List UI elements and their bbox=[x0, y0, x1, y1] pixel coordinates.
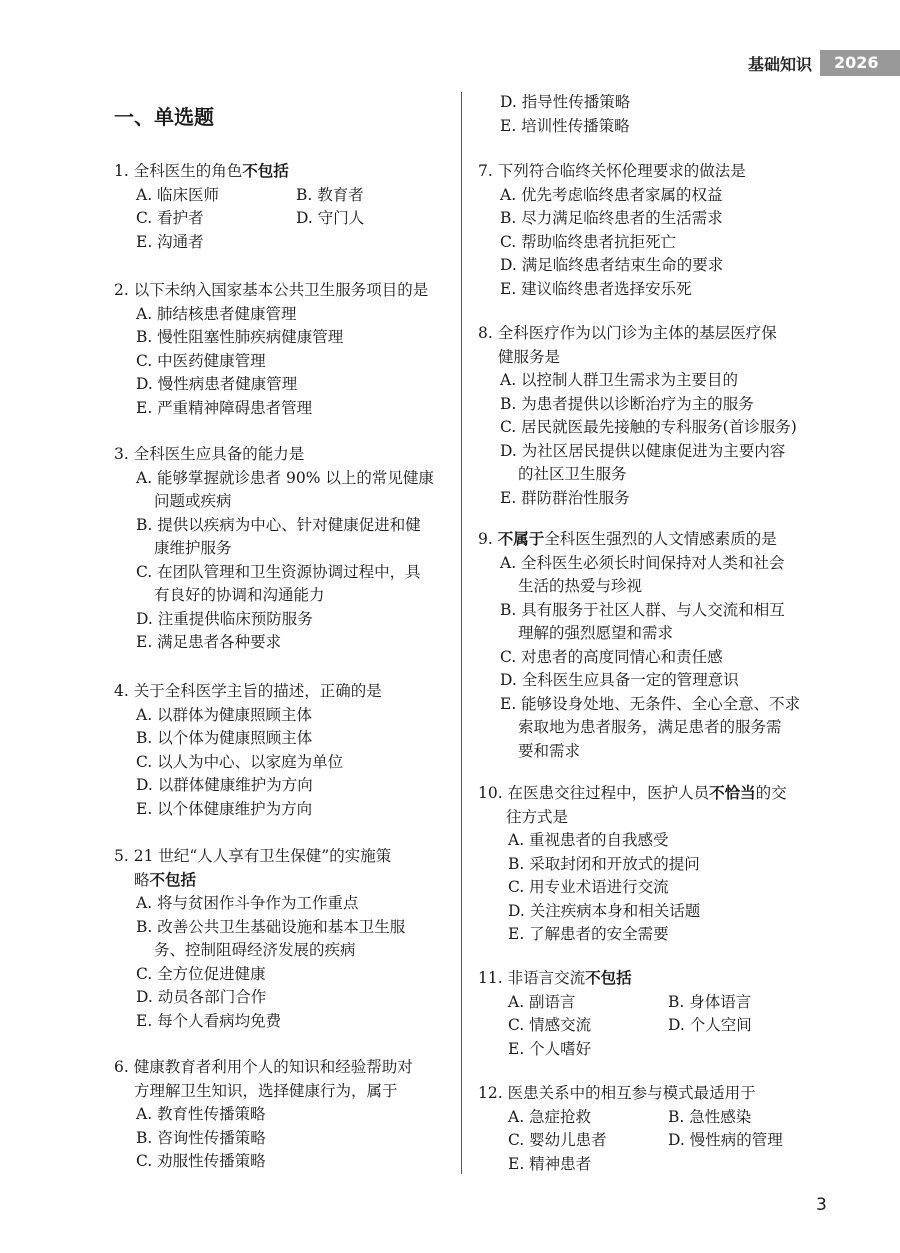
question-text: 全科医疗作为以门诊为主体的基层医疗保 bbox=[497, 324, 777, 342]
option-e[interactable]: E. 培训性传播策略 bbox=[500, 116, 630, 135]
question-12 bbox=[478, 1082, 818, 1176]
question-stem bbox=[114, 1056, 449, 1080]
question-number: 11. bbox=[478, 969, 503, 987]
option-d[interactable]: D. 关注疾病本身和相关话题 bbox=[508, 901, 701, 920]
option-b[interactable]: B. 尽力满足临终患者的生活需求 bbox=[500, 209, 723, 227]
header-year-badge: 2026 bbox=[820, 50, 900, 76]
option-b-line-1: B. 提供以疾病为中心、针对健康促进和健 bbox=[136, 515, 421, 534]
question-text: 以下未纳入国家基本公共卫生服务项目的是 bbox=[133, 281, 429, 299]
question-number: 10. bbox=[478, 784, 503, 802]
option-a[interactable]: A. 教育性传播策略 bbox=[136, 1105, 266, 1123]
question-text: 下列符合临终关怀伦理要求的做法是 bbox=[497, 162, 746, 180]
option-d[interactable]: D. 全科医生应具备一定的管理意识 bbox=[500, 671, 739, 689]
option-b[interactable]: B. 慢性阻塞性肺疾病健康管理 bbox=[136, 328, 344, 346]
option-c-line-1: C. 在团队管理和卫生资源协调过程中，具 bbox=[136, 562, 421, 581]
option-c[interactable]: C. 劝服性传播策略 bbox=[136, 1152, 266, 1170]
option-a[interactable]: A. 以控制人群卫生需求为主要目的 bbox=[500, 371, 739, 389]
option-d[interactable]: D. 慢性病的管理 bbox=[668, 1131, 783, 1149]
option-d[interactable]: D. 个人空间 bbox=[668, 1016, 752, 1034]
option-a[interactable]: A. 将与贫困作斗争作为工作重点 bbox=[136, 894, 359, 912]
option-c[interactable]: C. 用专业术语进行交流 bbox=[508, 878, 669, 896]
option-c[interactable]: C. 居民就医最先接触的专科服务(首诊服务) bbox=[500, 418, 797, 436]
option-b[interactable] bbox=[114, 916, 449, 963]
option-d-line-1: D. 为社区居民提供以健康促进为主要内容 bbox=[500, 441, 786, 460]
option-e[interactable] bbox=[478, 693, 818, 764]
question-text-tail: 的交 bbox=[755, 784, 787, 802]
option-c[interactable]: C. 看护者 bbox=[136, 209, 204, 227]
option-b-line-1: B. 改善公共卫生基础设施和基本卫生服 bbox=[136, 917, 406, 936]
question-text: 全科医生强烈的人文情感素质的是 bbox=[544, 530, 777, 548]
option-b[interactable] bbox=[114, 514, 449, 561]
question-6 bbox=[114, 1056, 449, 1174]
option-b[interactable] bbox=[478, 599, 818, 646]
option-b-line-2: 务、控制阻碍经济发展的疾病 bbox=[154, 941, 356, 959]
question-number: 3. bbox=[114, 445, 129, 463]
option-d[interactable] bbox=[478, 440, 818, 487]
option-c[interactable] bbox=[114, 561, 449, 608]
question-number: 1. bbox=[114, 162, 129, 180]
question-stem-continued bbox=[114, 869, 449, 893]
option-e[interactable]: E. 严重精神障碍患者管理 bbox=[136, 398, 313, 417]
option-a-line-1: A. 全科医生必须长时间保持对人类和社会 bbox=[500, 553, 785, 572]
option-d[interactable]: D. 以群体健康维护为方向 bbox=[136, 776, 313, 794]
question-number: 7. bbox=[478, 162, 493, 180]
question-emphasis: 不包括 bbox=[242, 162, 289, 180]
option-b[interactable]: B. 咨询性传播策略 bbox=[136, 1128, 266, 1147]
question-stem bbox=[478, 782, 818, 806]
question-stem bbox=[114, 160, 449, 184]
option-a[interactable]: A. 临床医师 bbox=[136, 185, 220, 204]
option-c[interactable]: C. 帮助临终患者抗拒死亡 bbox=[500, 232, 677, 251]
question-text-cont: 略 bbox=[134, 870, 150, 889]
option-b[interactable]: B. 教育者 bbox=[296, 185, 364, 204]
question-text: 关于全科医学主旨的描述，正确的是 bbox=[133, 682, 382, 700]
question-number: 2. bbox=[114, 281, 129, 299]
question-text: 健康教育者利用个人的知识和经验帮助对 bbox=[133, 1058, 413, 1076]
question-stem bbox=[478, 1082, 818, 1106]
question-6-continued bbox=[478, 91, 818, 138]
option-a[interactable]: A. 以群体为健康照顾主体 bbox=[136, 705, 313, 724]
question-number: 9. bbox=[478, 530, 493, 548]
question-text: 医患关系中的相互参与模式最适用于 bbox=[507, 1084, 756, 1102]
question-number: 6. bbox=[114, 1058, 129, 1076]
option-e[interactable]: E. 精神患者 bbox=[508, 1154, 592, 1173]
option-d[interactable]: D. 注重提供临床预防服务 bbox=[136, 609, 313, 628]
option-d[interactable]: D. 守门人 bbox=[296, 209, 365, 227]
question-stem bbox=[114, 279, 449, 303]
question-stem bbox=[478, 322, 818, 346]
question-number: 5. bbox=[114, 847, 129, 865]
question-stem bbox=[114, 845, 449, 869]
page-number: 3 bbox=[816, 1195, 827, 1215]
question-text: 全科医生的角色 bbox=[133, 162, 243, 180]
question-text: 非语言交流 bbox=[507, 969, 586, 987]
option-d[interactable]: D. 指导性传播策略 bbox=[500, 93, 631, 111]
option-e[interactable]: E. 每个人看病均免费 bbox=[136, 1011, 282, 1030]
question-stem bbox=[114, 680, 449, 704]
option-a[interactable]: A. 优先考虑临终患者家属的权益 bbox=[500, 185, 723, 204]
option-a[interactable]: A. 急症抢救 bbox=[508, 1107, 592, 1126]
question-stem bbox=[114, 443, 449, 467]
option-d[interactable]: D. 动员各部门合作 bbox=[136, 988, 267, 1006]
option-a[interactable]: A. 副语言 bbox=[508, 992, 576, 1011]
option-d-line-2: 的社区卫生服务 bbox=[518, 465, 627, 483]
option-a[interactable] bbox=[114, 467, 449, 514]
option-b[interactable]: B. 以个体为健康照顾主体 bbox=[136, 729, 313, 747]
option-b[interactable]: B. 采取封闭和开放式的提问 bbox=[508, 854, 700, 873]
question-text: 21 世纪“人人享有卫生保健”的实施策 bbox=[133, 847, 392, 865]
option-c[interactable]: C. 中医药健康管理 bbox=[136, 351, 266, 370]
question-number: 4. bbox=[114, 682, 129, 700]
option-e[interactable]: E. 满足患者各种要求 bbox=[136, 633, 282, 651]
question-1 bbox=[114, 160, 449, 254]
question-11 bbox=[478, 967, 818, 1061]
column-divider bbox=[461, 92, 462, 1174]
option-e[interactable]: E. 建议临终患者选择安乐死 bbox=[500, 279, 692, 298]
question-emphasis: 不恰当 bbox=[709, 784, 756, 802]
option-b[interactable]: B. 急性感染 bbox=[668, 1107, 752, 1126]
question-stem bbox=[478, 160, 818, 184]
question-stem bbox=[478, 528, 818, 552]
section-title: 一、单选题 bbox=[114, 105, 214, 129]
option-b-line-2: 康维护服务 bbox=[154, 539, 232, 557]
option-c-line-2: 有良好的协调和沟通能力 bbox=[154, 586, 325, 604]
question-emphasis: 不包括 bbox=[149, 870, 197, 889]
option-b[interactable]: B. 身体语言 bbox=[668, 992, 752, 1011]
option-c[interactable]: C. 婴幼儿患者 bbox=[508, 1131, 607, 1149]
option-a[interactable]: A. 重视患者的自我感受 bbox=[508, 831, 669, 849]
question-text: 全科医生应具备的能力是 bbox=[133, 445, 305, 463]
option-a[interactable] bbox=[478, 552, 818, 599]
option-e[interactable]: E. 了解患者的安全需要 bbox=[508, 925, 669, 943]
question-stem-continued: 往方式是 bbox=[506, 807, 569, 826]
option-b-line-1: B. 具有服务于社区人群、与人交流和相互 bbox=[500, 600, 785, 619]
question-number: 12. bbox=[478, 1084, 503, 1102]
option-b-line-2: 理解的强烈愿望和需求 bbox=[518, 624, 674, 642]
option-c[interactable]: C. 全方位促进健康 bbox=[136, 964, 266, 983]
option-e[interactable]: E. 群防群治性服务 bbox=[500, 488, 630, 507]
question-4 bbox=[114, 680, 449, 821]
option-e-line-3: 要和需求 bbox=[518, 741, 581, 760]
option-e[interactable]: E. 以个体健康维护为方向 bbox=[136, 799, 313, 818]
question-emphasis: 不包括 bbox=[585, 969, 632, 987]
option-e[interactable]: E. 沟通者 bbox=[136, 232, 204, 251]
question-stem bbox=[478, 967, 818, 991]
option-e-line-2: 索取地为患者服务，满足患者的服务需 bbox=[518, 718, 782, 736]
header-section-label: 基础知识 bbox=[748, 55, 813, 74]
question-10 bbox=[478, 782, 818, 947]
option-d[interactable]: D. 满足临终患者结束生命的要求 bbox=[500, 256, 724, 274]
option-e[interactable]: E. 个人嗜好 bbox=[508, 1039, 592, 1058]
question-3 bbox=[114, 443, 449, 655]
question-2 bbox=[114, 279, 449, 420]
option-c[interactable]: C. 对患者的高度同情心和责任感 bbox=[500, 647, 723, 666]
question-emphasis: 不属于 bbox=[497, 530, 545, 548]
question-stem-continued: 方理解卫生知识，选择健康行为，属于 bbox=[134, 1081, 398, 1100]
option-c[interactable]: C. 情感交流 bbox=[508, 1016, 592, 1034]
question-5 bbox=[114, 845, 449, 1033]
option-c[interactable]: C. 以人为中心、以家庭为单位 bbox=[136, 752, 344, 771]
option-d[interactable]: D. 慢性病患者健康管理 bbox=[136, 375, 298, 393]
option-a-line-1: A. 能够掌握就诊患者 90% 以上的常见健康 bbox=[136, 468, 434, 487]
question-text: 在医患交往过程中，医护人员 bbox=[507, 784, 710, 802]
question-number: 8. bbox=[478, 324, 493, 342]
option-a-line-2: 生活的热爱与珍视 bbox=[518, 577, 643, 595]
question-8 bbox=[478, 322, 818, 510]
question-stem-continued: 健服务是 bbox=[498, 347, 561, 366]
question-7 bbox=[478, 160, 818, 301]
option-e-line-1: E. 能够设身处地、无条件、全心全意、不求 bbox=[500, 694, 801, 713]
option-b[interactable]: B. 为患者提供以诊断治疗为主的服务 bbox=[500, 394, 754, 413]
option-a[interactable]: A. 肺结核患者健康管理 bbox=[136, 304, 297, 323]
option-a-line-2: 问题或疾病 bbox=[154, 492, 232, 510]
question-9 bbox=[478, 528, 818, 763]
